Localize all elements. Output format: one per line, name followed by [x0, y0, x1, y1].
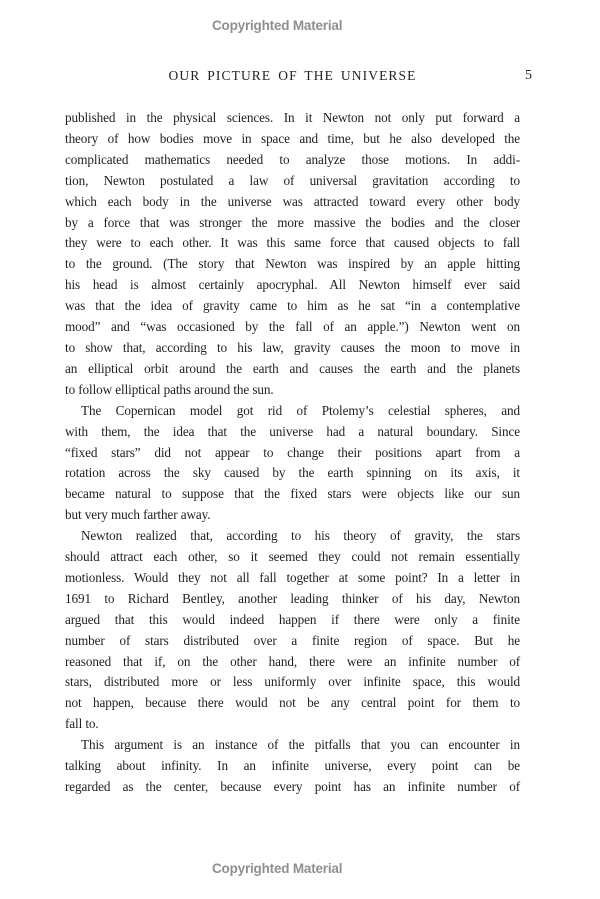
paragraph-4 [65, 735, 520, 798]
text-line: reasoned that if, on the other hand, there were an infinite number of [65, 653, 520, 669]
text-line: stars, distributed more or less uniformly over infinite space, this would [65, 674, 520, 690]
text-line: became natural to suppose that the fixed stars were objects like our sun [65, 486, 520, 502]
paragraph-1 [65, 108, 520, 401]
text-line: number of stars distributed over a finite region of space. But he [65, 632, 520, 648]
text-line: not happen, because there would not be any central point for them to [65, 695, 520, 711]
text-line: regarded as the center, because every point has an infinite number of [65, 779, 520, 794]
text-line: complicated mathematics needed to analyze those motions. In addi- [65, 151, 520, 167]
text-line: which each body in the universe was attracted toward every other body [65, 193, 520, 209]
page-number: 5 [525, 68, 532, 83]
text-line: argued that this would indeed happen if there were only a finite [65, 611, 520, 627]
text-line: motionless. Would they not all fall together at some point? In a letter in [65, 569, 520, 585]
text-line: to the ground. (The story that Newton was inspired by an apple hitting [65, 256, 520, 272]
copyright-watermark-bottom: Copyrighted Material [212, 861, 343, 876]
text-line: but very much farther away. [65, 507, 211, 523]
text-line: “fixed stars” did not appear to change their positions apart from a [65, 444, 520, 460]
text-line: The Copernican model got rid of Ptolemy’s celestial spheres, and [81, 402, 520, 418]
text-line: should attract each other, so it seemed they could not remain essentially [65, 549, 520, 565]
text-line: 1691 to Richard Bentley, another leading thinker of his day, Newton [65, 590, 520, 606]
text-line: rotation across the sky caused by the earth spinning on its axis, it [65, 465, 520, 481]
text-line: theory of how bodies move in space and time, but he also developed the [65, 130, 520, 146]
text-line: tion, Newton postulated a law of universal gravitation according to [65, 172, 520, 188]
text-line: This argument is an instance of the pitfalls that you can encounter in [81, 737, 520, 753]
text-line: by a force that was stronger the more massive the bodies and the closer [65, 214, 520, 230]
paragraph-3 [65, 526, 520, 735]
text-line: fall to. [65, 716, 99, 732]
text-line: Newton realized that, according to his theory of gravity, the stars [81, 528, 520, 544]
text-line: they were to each other. It was this same force that caused objects to fall [65, 235, 520, 251]
text-line: an elliptical orbit around the earth and causes the earth and the planets [65, 360, 520, 376]
text-line: was that the idea of gravity came to him as he sat “in a contemplative [65, 298, 520, 314]
running-header-title: OUR PICTURE OF THE UNIVERSE [168, 68, 417, 83]
text-line: mood” and “was occasioned by the fall of an apple.”) Newton went on [65, 319, 520, 335]
text-line: to show that, according to his law, gravity causes the moon to move in [65, 339, 520, 355]
text-line: with them, the idea that the universe had a natural boundary. Since [65, 423, 520, 439]
text-line: to follow elliptical paths around the sun. [65, 381, 274, 397]
paragraph-2 [65, 401, 520, 526]
copyright-watermark-top: Copyrighted Material [212, 18, 343, 33]
text-line: talking about infinity. In an infinite universe, every point can be [65, 758, 520, 774]
text-line: published in the physical sciences. In it Newton not only put forward a [65, 110, 520, 125]
text-line: his head is almost certainly apocryphal. All Newton himself ever said [65, 277, 520, 293]
page-body-text [65, 108, 520, 798]
